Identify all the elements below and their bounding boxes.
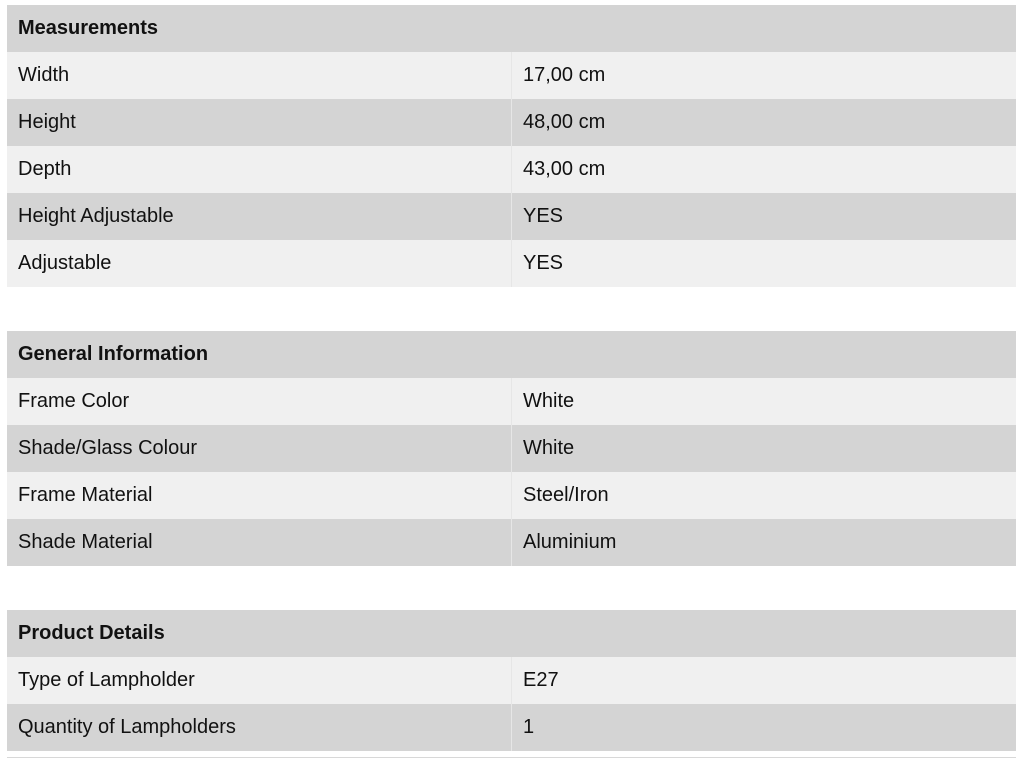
spec-value-shade-glass-colour: White <box>512 425 1017 472</box>
spec-label-height-adjustable: Height Adjustable <box>7 193 512 240</box>
spec-value-quantity-of-lampholders: 1 <box>512 704 1017 751</box>
spec-row <box>7 240 1016 287</box>
spec-row <box>7 425 1016 472</box>
spec-label-width: Width <box>7 52 512 99</box>
spec-row <box>7 704 1016 751</box>
spec-row <box>7 146 1016 193</box>
spec-row <box>7 519 1016 566</box>
spec-value-type-of-lampholder: E27 <box>512 657 1017 704</box>
spec-row <box>7 472 1016 519</box>
spec-label-type-of-lampholder: Type of Lampholder <box>7 657 512 704</box>
bottom-divider <box>7 757 1016 758</box>
section-title-general-information: General Information <box>7 331 1016 378</box>
section-header-row <box>7 610 1016 657</box>
spec-row <box>7 657 1016 704</box>
spec-label-shade-glass-colour: Shade/Glass Colour <box>7 425 512 472</box>
spec-row <box>7 193 1016 240</box>
spec-value-frame-color: White <box>512 378 1017 425</box>
spec-value-shade-material: Aluminium <box>512 519 1017 566</box>
spec-label-adjustable: Adjustable <box>7 240 512 287</box>
spec-row <box>7 52 1016 99</box>
spec-value-depth: 43,00 cm <box>512 146 1017 193</box>
spec-label-frame-material: Frame Material <box>7 472 512 519</box>
spec-value-width: 17,00 cm <box>512 52 1017 99</box>
measurements-table <box>7 5 1016 287</box>
spec-label-height: Height <box>7 99 512 146</box>
product-details-table <box>7 610 1016 751</box>
spec-value-height: 48,00 cm <box>512 99 1017 146</box>
spec-row <box>7 378 1016 425</box>
section-title-product-details: Product Details <box>7 610 1016 657</box>
general-information-table <box>7 331 1016 566</box>
spec-label-depth: Depth <box>7 146 512 193</box>
spec-value-adjustable: YES <box>512 240 1017 287</box>
spec-value-height-adjustable: YES <box>512 193 1017 240</box>
spec-label-shade-material: Shade Material <box>7 519 512 566</box>
spec-value-frame-material: Steel/Iron <box>512 472 1017 519</box>
section-header-row <box>7 331 1016 378</box>
section-title-measurements: Measurements <box>7 5 1016 52</box>
spec-row <box>7 99 1016 146</box>
section-header-row <box>7 5 1016 52</box>
spec-label-frame-color: Frame Color <box>7 378 512 425</box>
spec-label-quantity-of-lampholders: Quantity of Lampholders <box>7 704 512 751</box>
